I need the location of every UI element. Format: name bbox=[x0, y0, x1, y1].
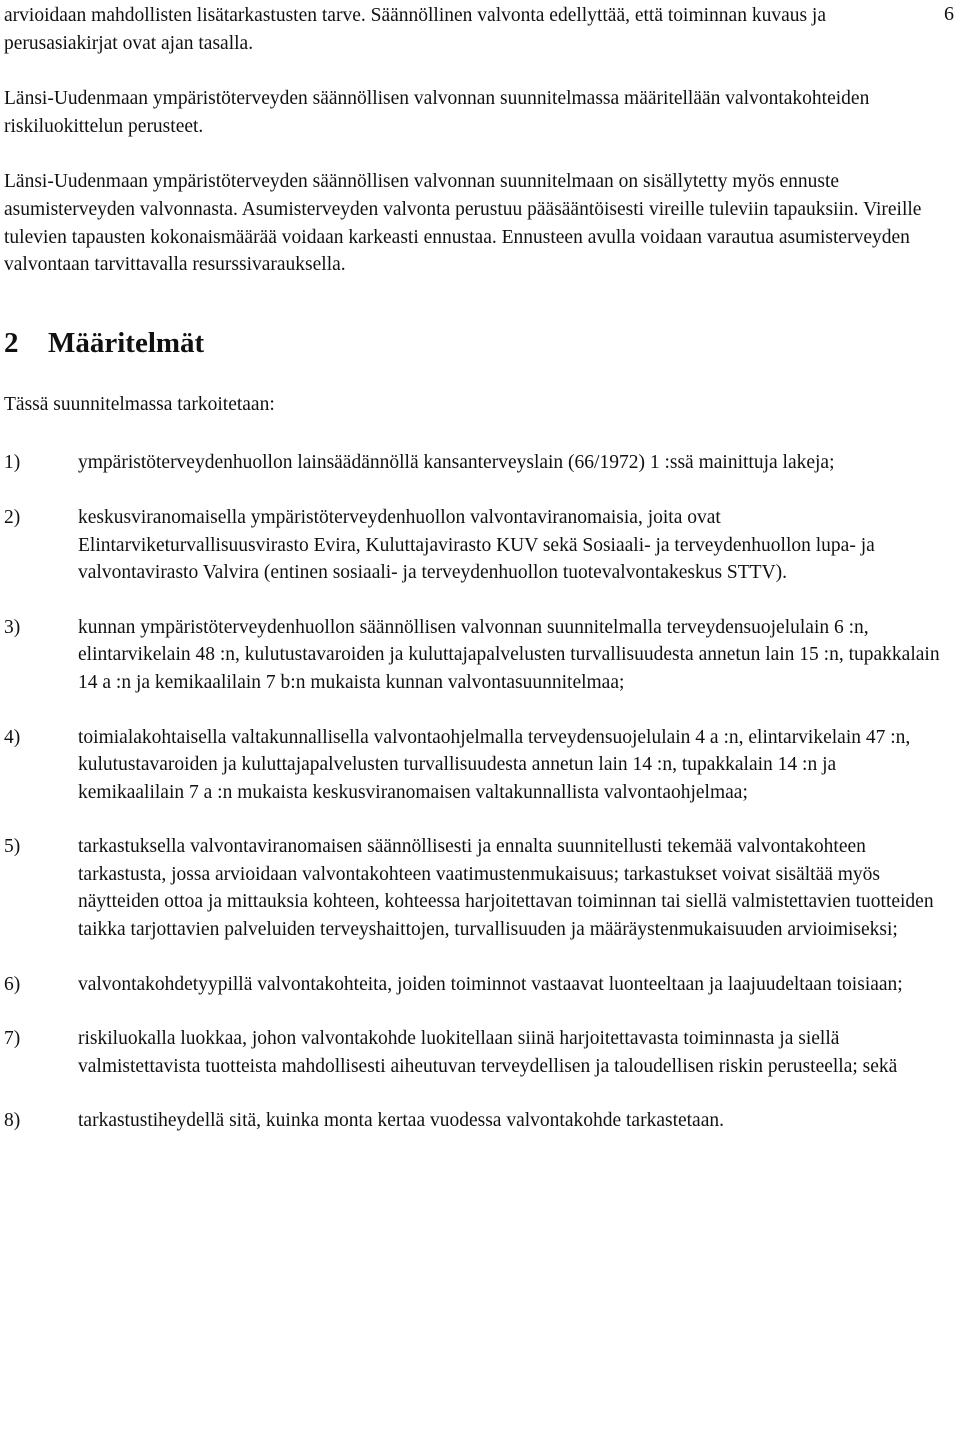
page-number: 6 bbox=[944, 3, 954, 25]
paragraph: arvioidaan mahdollisten lisätarkastusten tarve. Säännöllinen valvonta edellyttää, että toiminnan kuvaus ja perusasiakirjat ovat ajan tasalla. bbox=[4, 5, 827, 54]
section-number: 2 bbox=[4, 326, 19, 359]
list-item bbox=[4, 833, 942, 943]
list-item bbox=[4, 1025, 942, 1080]
list-item-text: ympäristöterveydenhuollon lainsäädännöllä kansanterveyslain (66/1972) 1 :ssä mainittuja lakeja; bbox=[78, 452, 835, 474]
list-item-marker: 5) bbox=[4, 836, 21, 858]
list-item bbox=[4, 449, 942, 477]
list-item-marker: 8) bbox=[4, 1110, 21, 1132]
list-item-marker: 6) bbox=[4, 973, 21, 995]
definition-list bbox=[4, 449, 942, 1135]
list-item-text: keskusviranomaisella ympäristöterveydenhuollon valvontaviranomaisia, joita ovat Elintarviketurvallisuusvirasto Evira, Kuluttajavirasto KUV sekä Sosiaali- ja terveydenhuollon lupa- ja valvontavirasto Valvira (entinen sosiaali- ja terveydenhuollon tuotevalvontakeskus STTV). bbox=[78, 506, 875, 584]
list-item-marker: 3) bbox=[4, 616, 21, 638]
list-item bbox=[4, 1107, 942, 1135]
list-item-marker: 4) bbox=[4, 726, 21, 748]
list-item-text: toimialakohtaisella valtakunnallisella valvontaohjelmalla terveydensuojelulain 4 a :n, elintarvikelain 47 :n, kulutustavaroiden ja kuluttajapalvelusten turvallisuudesta annetun lain 14 :n, tupakkalain 14 :n ja kemikaalilain 7 a :n mukaista keskusviranomaisen valtakunnallista valvontaohjelmaa; bbox=[78, 726, 911, 803]
paragraph: Länsi-Uudenmaan ympäristöterveyden säännöllisen valvonnan suunnitelmaan on sisällytetty myös ennuste asumisterveyden valvonnasta. Asumisterveyden valvonta perustuu pääsääntöisesti vireille tuleviin tapauksiin. Vireille tulevien tapausten kokonaismäärää voidaan karkeasti ennustaa. Ennusteen avulla voidaan varautua asumisterveyden valvontaan tarvittavalla resurssivarauksella. bbox=[4, 171, 922, 276]
section-heading bbox=[4, 325, 942, 361]
list-item-text: kunnan ympäristöterveydenhuollon säännöllisen valvonnan suunnitelmalla terveydensuojelulain 6 :n, elintarvikelain 48 :n, kulutustavaroiden ja kuluttajapalvelusten turvallisuudesta annetun lain 15 :n, tupakkalain 14 a :n ja kemikaalilain 7 b:n mukaista kunnan valvontasuunnitelmaa; bbox=[78, 616, 940, 693]
list-item-text: tarkastuksella valvontaviranomaisen säännöllisesti ja ennalta suunnitellusti tekemää valvontakohteen tarkastusta, jossa arvioidaan valvontakohteen vaatimustenmukaisuus; tarkastukset voivat sisältää myös näytteiden ottoa ja mittauksia kohteen, kohteessa harjoitettavan toiminnan tai siellä valmistettavien tuotteiden taikka tarjottavien palveluiden terveyshaittojen, turvallisuuden ja määräystenmukaisuuden arvioimiseksi; bbox=[78, 836, 934, 941]
list-item bbox=[4, 971, 942, 999]
list-item-text: tarkastustiheydellä sitä, kuinka monta kertaa vuodessa valvontakohde tarkastetaan. bbox=[78, 1110, 724, 1132]
list-item-text: valvontakohdetyypillä valvontakohteita, joiden toiminnot vastaavat luonteeltaan ja laajuudeltaan toisiaan; bbox=[78, 973, 903, 995]
list-item-text: riskiluokalla luokkaa, johon valvontakohde luokitellaan siinä harjoitettavasta toiminnasta ja siellä valmistettavista tuotteista mahdollisesti aiheutuvan terveydellisen ja taloudellisen riskin perusteella; sekä bbox=[78, 1028, 898, 1077]
list-item bbox=[4, 614, 942, 697]
paragraph: Länsi-Uudenmaan ympäristöterveyden säännöllisen valvonnan suunnitelmassa määritellään valvontakohteiden riskiluokittelun perusteet. bbox=[4, 88, 870, 137]
list-item-marker: 2) bbox=[4, 506, 21, 528]
document-body bbox=[4, 0, 942, 1162]
list-item-marker: 1) bbox=[4, 452, 21, 474]
section-title: Määritelmät bbox=[48, 326, 205, 359]
list-item bbox=[4, 504, 942, 587]
list-item bbox=[4, 724, 942, 807]
list-item-marker: 7) bbox=[4, 1028, 21, 1050]
section-intro: Tässä suunnitelmassa tarkoitetaan: bbox=[4, 393, 275, 415]
